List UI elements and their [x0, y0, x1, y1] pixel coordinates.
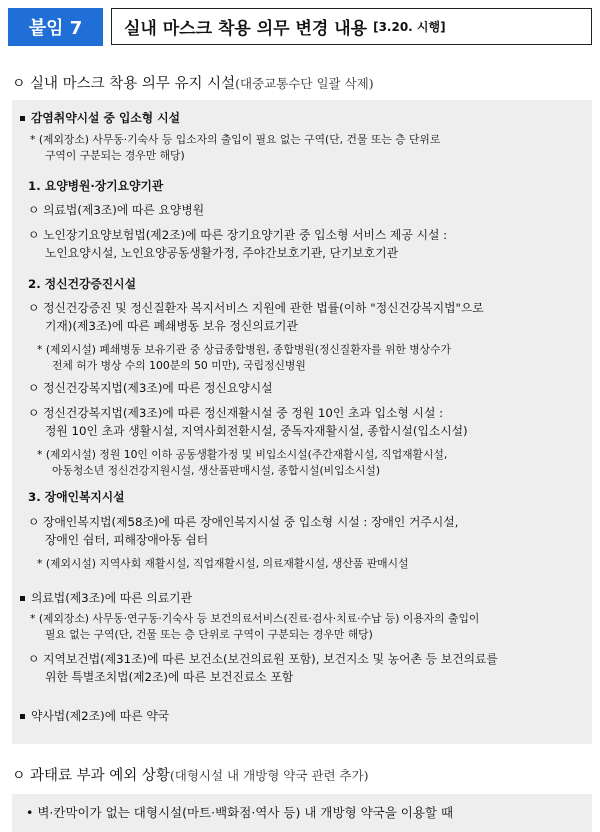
- document-header: [8, 8, 592, 46]
- list-item: ㅇ 지역보건법(제31조)에 따른 보건소(보건의료원 포함), 보건지소 및 농어촌 등 보건의료를: [28, 652, 498, 666]
- subheading: 2. 정신건강증진시설: [28, 277, 136, 291]
- section-title: 과태료 부과 예외 상황: [30, 768, 170, 784]
- note-line: 구역이 구분되는 경우만 해당): [45, 149, 185, 162]
- list-item: ㅇ 정신건강증진 및 정신질환자 복지서비스 지원에 관한 법률(이하 "정신건강복지법"으로: [28, 301, 484, 315]
- square-bullet-icon: [20, 116, 25, 121]
- note-line: * (제외시설) 정원 10인 이하 공동생활가정 및 비입소시설(주간재활시설, 직업재활시설,: [37, 448, 448, 461]
- list-item: ㅇ 의료법(제3조)에 따른 요양병원: [28, 203, 205, 217]
- subheading: 1. 요양병원·장기요양기관: [28, 179, 164, 193]
- header-title-box: [111, 8, 592, 45]
- square-bullet-icon: [20, 596, 25, 601]
- circle-bullet-icon: ㅇ: [12, 767, 26, 784]
- section-note: (대중교통수단 일괄 삭제): [235, 75, 374, 91]
- list-item: ㅇ 정신건강복지법(제3조)에 따른 정신재활시설 중 정원 10인 초과 입소형 시설 :: [28, 406, 444, 420]
- list-item: ㅇ 노인장기요양보험법(제2조)에 따른 장기요양기관 중 입소형 서비스 제공 시설 :: [28, 228, 448, 242]
- note-line: 필요 없는 구역(단, 건물 또는 층 단위로 구역이 구분되는 경우만 해당): [45, 628, 373, 641]
- list-item: 감염취약시설 중 입소형 시설: [20, 110, 180, 127]
- list-item-cont: 노인요양시설, 노인요양공동생활가정, 주야간보호기관, 단기보호기관: [45, 246, 398, 260]
- page-title: 실내 마스크 착용 의무 변경 내용: [124, 19, 368, 39]
- circle-bullet-icon: ㅇ: [12, 75, 26, 92]
- section-note: (대형시설 내 개방형 약국 관련 추가): [169, 767, 369, 783]
- content-box-1: [12, 100, 592, 744]
- page-subtitle: [3.20. 시행]: [373, 20, 446, 34]
- list-item: 의료법(제3조)에 따른 의료기관: [20, 590, 192, 607]
- section-heading-2: [12, 764, 369, 785]
- content-box-2: [12, 794, 592, 832]
- note-line: * (제외장소) 사무동·연구동·기숙사 등 보건의료서비스(진료·검사·치료·수납 등) 이용자의 출입이: [30, 612, 480, 625]
- list-item: ㅇ 정신건강복지법(제3조)에 따른 정신요양시설: [28, 381, 273, 395]
- square-bullet-icon: [20, 714, 25, 719]
- note-line: 아동청소년 정신건강지원시설, 생산품판매시설, 종합시설(비입소시설): [52, 464, 381, 477]
- list-item-cont: 기재)(제3조)에 따른 폐쇄병동 보유 정신의료기관: [45, 319, 298, 333]
- note-line: * (제외시설) 폐쇄병동 보유기관 중 상급종합병원, 종합병원(정신질환자를 위한 병상수가: [37, 343, 451, 356]
- list-item-cont: 위한 특별조치법(제2조)에 따른 보건진료소 포함: [45, 670, 294, 684]
- note-line: 전체 허가 병상 수의 100분의 50 미만), 국립정신병원: [52, 359, 306, 372]
- list-item: • 벽·칸막이가 없는 대형시설(마트·백화점·역사 등) 내 개방형 약국을 이용할 때: [26, 805, 454, 820]
- list-item: ㅇ 장애인복지법(제58조)에 따른 장애인복지시설 중 입소형 시설 : 장애인 거주시설,: [28, 515, 459, 529]
- section-title: 실내 마스크 착용 의무 유지 시설: [30, 76, 236, 92]
- list-item: 약사법(제2조)에 따른 약국: [20, 708, 169, 725]
- note-line: * (제외시설) 지역사회 재활시설, 직업재활시설, 의료재활시설, 생산품 판매시설: [37, 557, 409, 570]
- subheading: 3. 장애인복지시설: [28, 490, 125, 504]
- attachment-badge: 붙임 7: [8, 8, 103, 46]
- section-heading-1: [12, 72, 374, 93]
- note-line: * (제외장소) 사무동·기숙사 등 입소자의 출입이 필요 없는 구역(단, 건물 또는 층 단위로: [30, 133, 441, 146]
- list-item-cont: 정원 10인 초과 생활시설, 지역사회전환시설, 중독자재활시설, 종합시설(입소시설): [45, 424, 468, 438]
- list-item-cont: 장애인 쉼터, 피해장애아동 쉼터: [45, 533, 209, 547]
